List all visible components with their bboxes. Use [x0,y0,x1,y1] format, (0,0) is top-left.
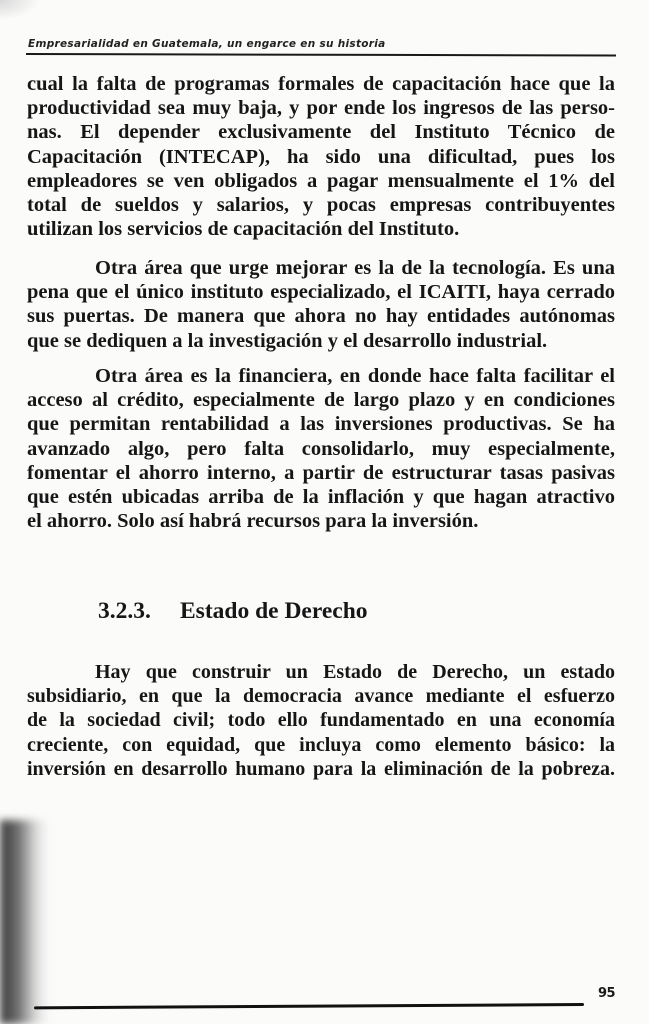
section-title: Estado de Derecho [180,598,368,624]
scan-smudge [0,0,40,20]
text-line: cual la falta de programas formales de capacitación hace que la [27,73,615,95]
text-line: avanzado algo, pero falta consolidarlo, muy especialmente, [27,437,615,460]
text-line: acceso al crédito, especialmente de largo plazo y en condiciones [27,389,615,412]
text-line: nas. El depender exclusivamente del Instituto Técnico de [27,121,615,144]
text-line: que se dediquen a la investigación y el desarrollo industrial. [27,329,548,352]
text-line: fomentar el ahorro interno, a partir de estructurar tasas pasivas [27,461,615,484]
text-line: que estén ubicadas arriba de la inflación y que hagan atractivo [27,486,615,509]
text-line: empleadores se ven obligados a pagar mensualmente el 1% del [27,169,615,192]
text-line: productividad sea muy baja, y por ende los ingresos de las perso- [27,97,615,120]
footer-rule [34,1003,584,1009]
text-line: que permitan rentabilidad a las inversiones productivas. Se ha [27,413,615,436]
paragraph-financiera [27,364,615,533]
text-line: inversión en desarrollo humano para la eliminación de la pobreza. [27,757,615,780]
text-line: subsidiario, en que la democracia avance mediante el esfuerzo [27,685,615,708]
page-number: 95 [598,986,616,1001]
text-line: sus puertas. De manera que ahora no hay entidades autónomas [27,305,615,328]
text-line: el ahorro. Solo así habrá recursos para la inversión. [27,510,479,533]
text-line: pena que el único instituto especializado, el ICAITI, haya cerrado [27,281,615,304]
section-heading [98,598,368,625]
text-line: Hay que construir un Estado de Derecho, un estado [95,661,615,683]
section-number: 3.2.3. [98,598,151,624]
text-line: Otra área que urge mejorar es la de la tecnología. Es una [95,257,615,279]
text-line: de la sociedad civil; todo ello fundamentado en una economía [27,709,615,732]
paragraph-estado-de-derecho [27,660,615,781]
text-line: total de sueldos y salarios, y pocas empresas contribuyentes [27,194,615,217]
text-line: creciente, con equidad, que incluya como elemento básico: la [27,733,615,756]
page-gutter-shadow [0,820,48,1024]
paragraph-capacitacion [27,72,615,241]
paragraph-tecnologia [27,256,615,353]
header-rule [26,53,616,57]
text-line: Capacitación (INTECAP), ha sido una dificultad, pues los [27,145,615,168]
text-line: Otra área es la financiera, en donde hace falta facilitar el [95,365,615,387]
running-header: Empresarialidad en Guatemala, un engarce en su historia [28,38,386,50]
text-line: utilizan los servicios de capacitación del Instituto. [27,218,460,241]
